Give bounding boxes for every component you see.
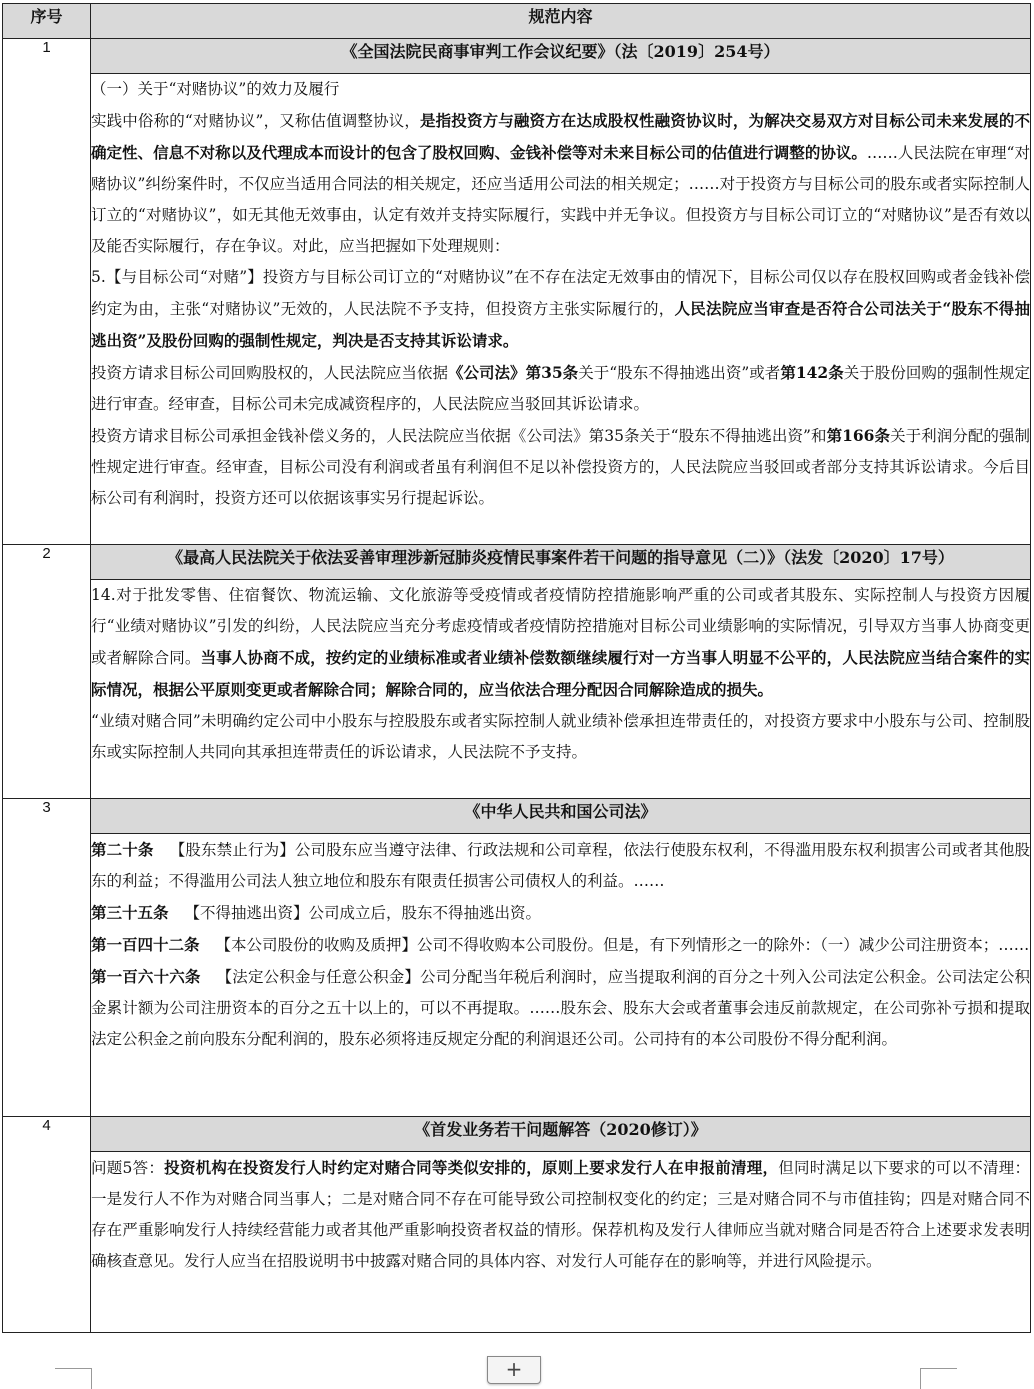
text-run: 实践中俗称的“对赌协议”，又称估值调整协议， xyxy=(91,112,421,130)
text-run: 关于“股东不得抽逃出资”或者 xyxy=(578,364,781,382)
article-text: 【本公司股份的收购及质押】公司不得收购本公司股份。但是，有下列情形之一的除外：（一）减少公司注册资本；…… xyxy=(215,936,1030,954)
article-number: 第一百六十六条 xyxy=(91,967,201,986)
article-number: 第三十五条 xyxy=(91,903,169,922)
table-row xyxy=(3,580,1031,799)
paragraph xyxy=(91,1152,1030,1277)
table-row xyxy=(3,1117,1031,1152)
plus-icon: + xyxy=(505,1357,523,1381)
add-row-button[interactable] xyxy=(487,1356,541,1384)
content-cell[interactable] xyxy=(91,74,1031,545)
table-row xyxy=(3,799,1031,834)
paragraph xyxy=(91,262,1030,357)
paragraph xyxy=(91,357,1030,420)
row-number: 2 xyxy=(3,545,91,799)
text-run: 关于利润分配的强制性规定进行审查。经审查，目标公司没有利润或者虽有利润但不足以补偿投资方的，人民法院应当驳回或者部分支持其诉讼请求。今后目标公司有利润时，投资方还可以依据该事实另行提起诉讼。 xyxy=(91,427,1030,507)
text-run: 5.【与目标公司“对赌”】投资方与目标公司订立的“对赌协议”在不存在法定无效事由的情况下，目标公司仅以存在股权回购或者金钱补偿约定为由，主张“对赌协议”无效的，人民法院不予支持，但投资方主张实际履行的， xyxy=(91,268,1030,318)
text-run: 关于股份回购的强制性规定进行审查。经审查，目标公司未完成减资程序的，人民法院应当驳回其诉讼请求。 xyxy=(91,364,1030,413)
regulation-table xyxy=(2,3,1031,1333)
table-row xyxy=(3,1152,1031,1333)
article-number: 第二十条 xyxy=(91,840,154,859)
page-corner-mark-left xyxy=(55,1368,92,1389)
table-row xyxy=(3,74,1031,545)
article-text: 【股东禁止行为】公司股东应当遵守法律、行政法规和公司章程，依法行使股东权利，不得滥用股东权利损害公司或者其他股东的利益；不得滥用公司法人独立地位和股东有限责任损害公司债权人的利益。…… xyxy=(91,841,1030,890)
paragraph: “业绩对赌合同”未明确约定公司中小股东与控股股东或者实际控制人就业绩补偿承担连带责任的，对投资方要求中小股东与公司、控制股东或实际控制人共同向其承担连带责任的诉讼请求，人民法院不予支持。 xyxy=(91,712,1030,761)
bold-text: 是指投资方与融资方在达成股权性融资协议时，为解决交易双方对目标公司未来发展的不确定性、信息不对称以及代理成本而设计的包含了股权回购、金钱补偿等对未来目标公司的估值进行调整的协议。 xyxy=(91,111,1030,162)
article xyxy=(91,834,1030,897)
document-title[interactable]: 《首发业务若干问题解答（2020修订）》 xyxy=(91,1117,1031,1152)
text-run: 问题5答： xyxy=(91,1159,165,1177)
table-row xyxy=(3,39,1031,74)
paragraph xyxy=(91,580,1030,706)
article xyxy=(91,929,1030,961)
article-text: 【法定公积金与任意公积金】公司分配当年税后利润时，应当提取利润的百分之十列入公司法定公积金。公司法定公积金累计额为公司注册资本的百分之五十以上的，可以不再提取。……股东会、股东大会或者董事会违反前款规定，在公司弥补亏损和提取法定公积金之前向股东分配利润的，股东必须将违反规定分配的利润退还公司。公司持有的本公司股份不得分配利润。 xyxy=(91,968,1030,1048)
bold-text: 人民法院应当审查是否符合公司法关于“股东不得抽逃出资”及股份回购的强制性规定，判决是否支持其诉讼请求。 xyxy=(91,299,1030,350)
row-number: 4 xyxy=(3,1117,91,1333)
text-run: ……人民法院在审理“对赌协议”纠纷案件时，不仅应当适用合同法的相关规定，还应当适用公司法的相关规定；……对于投资方与目标公司的股东或者实际控制人订立的“对赌协议”，如无其他无效事由，认定有效并支持实际履行，实践中并无争议。但投资方与目标公司订立的“对赌协议”是否有效以及能否实际履行，存在争议。对此，应当把握如下处理规则： xyxy=(91,144,1030,255)
bold-text: 投资机构在投资发行人时约定对赌合同等类似安排的，原则上要求发行人在申报前清理， xyxy=(164,1158,779,1177)
paragraph: （一）关于“对赌协议”的效力及履行 xyxy=(91,80,340,98)
table-row xyxy=(3,834,1031,1117)
header-content: 规范内容 xyxy=(91,4,1031,39)
content-cell[interactable] xyxy=(91,580,1031,799)
bold-text: 《公司法》第35条 xyxy=(447,363,579,382)
text-run: 投资方请求目标公司承担金钱补偿义务的，人民法院应当依据《公司法》第35条关于“股东不得抽逃出资”和 xyxy=(91,427,827,445)
table-footer xyxy=(0,1356,1034,1389)
text-run: 14.对于批发零售、住宿餐饮、物流运输、文化旅游等受疫情或者疫情防控措施影响严重的公司或者其股东、实际控制人与投资方因履行“业绩对赌协议”引发的纠纷，人民法院应当充分考虑疫情或者疫情防控措施对目标公司业绩影响的实际情况，引导双方当事人协商变更或者解除合同。 xyxy=(91,586,1030,667)
table-row xyxy=(3,545,1031,580)
paragraph xyxy=(91,105,1030,262)
article xyxy=(91,897,1030,929)
table-header-row xyxy=(3,4,1031,39)
article xyxy=(91,961,1030,1055)
bold-text: 当事人协商不成，按约定的业绩标准或者业绩补偿数额继续履行对一方当事人明显不公平的，人民法院应当结合案件的实际情况，根据公平原则变更或者解除合同；解除合同的，应当依法合理分配因合同解除造成的损失。 xyxy=(91,648,1030,699)
document-title[interactable]: 《中华人民共和国公司法》 xyxy=(91,799,1031,834)
paragraph xyxy=(91,420,1030,514)
article-text: 【不得抽逃出资】公司成立后，股东不得抽逃出资。 xyxy=(184,904,542,922)
row-number: 1 xyxy=(3,39,91,545)
content-cell[interactable] xyxy=(91,1152,1031,1333)
bold-text: 第166条 xyxy=(826,426,891,445)
document-title[interactable]: 《最高人民法院关于依法妥善审理涉新冠肺炎疫情民事案件若干问题的指导意见（二）》（法发〔2020〕17号） xyxy=(91,545,1031,580)
document-title[interactable]: 《全国法院民商事审判工作会议纪要》（法〔2019〕254号） xyxy=(91,39,1031,74)
content-cell[interactable] xyxy=(91,834,1031,1117)
article-number: 第一百四十二条 xyxy=(91,935,200,954)
row-number: 3 xyxy=(3,799,91,1117)
text-run: 投资方请求目标公司回购股权的，人民法院应当依据 xyxy=(91,364,448,382)
header-index: 序号 xyxy=(3,4,91,39)
page-corner-mark-right xyxy=(920,1368,957,1389)
bold-text: 第142条 xyxy=(780,363,844,382)
text-run: 但同时满足以下要求的可以不清理：一是发行人不作为对赌合同当事人；二是对赌合同不存在可能导致公司控制权变化的约定；三是对赌合同不与市值挂钩；四是对赌合同不存在严重影响发行人持续经营能力或者其他严重影响投资者权益的情形。保荐机构及发行人律师应当就对赌合同是否符合上述要求发表明确核查意见。发行人应当在招股说明书中披露对赌合同的具体内容、对发行人可能存在的影响等，并进行风险提示。 xyxy=(91,1159,1030,1270)
